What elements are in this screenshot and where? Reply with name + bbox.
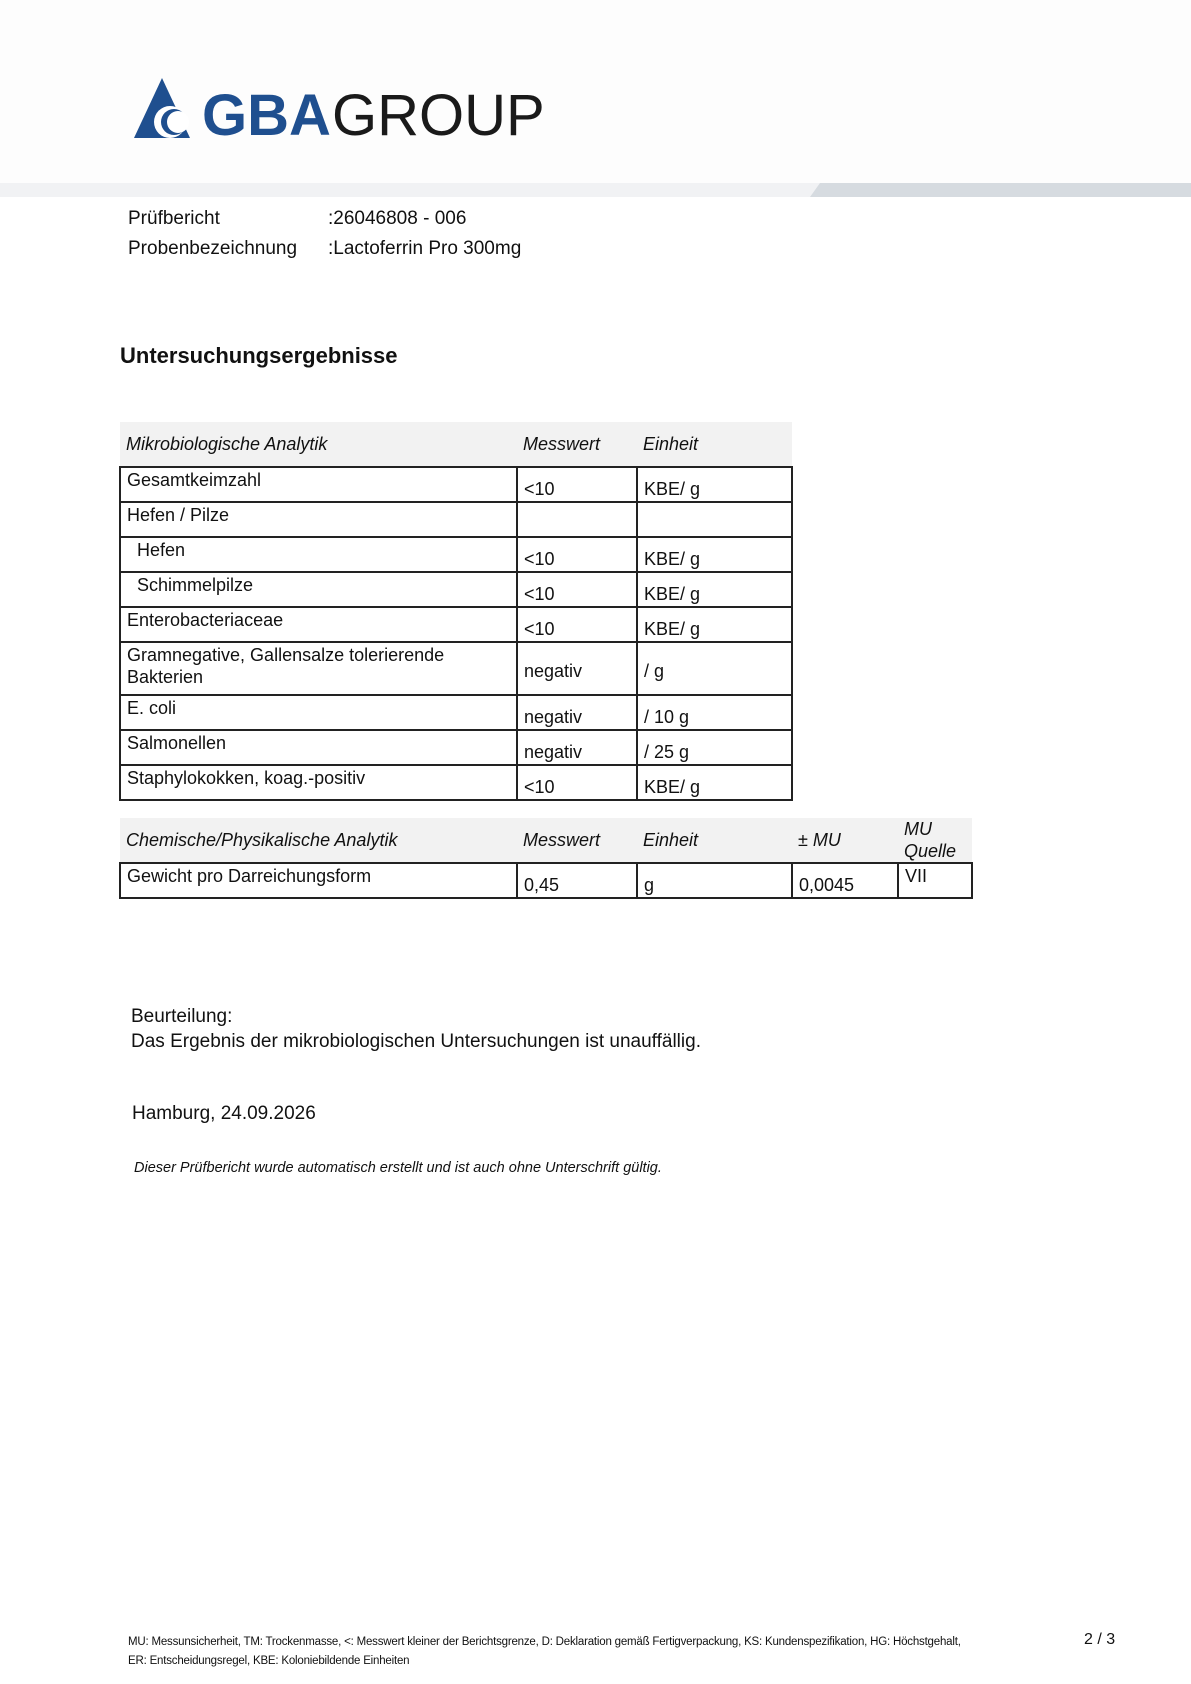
column-header: Messwert: [517, 422, 637, 467]
table-header-row: [120, 422, 792, 467]
measurement-uncertainty: 0,0045: [792, 863, 898, 898]
unit: / 25 g: [637, 730, 792, 765]
unit: [637, 502, 792, 537]
unit: KBE/ g: [637, 607, 792, 642]
measured-value: negativ: [517, 642, 637, 695]
parameter-name: Gewicht pro Darreichungsform: [120, 863, 517, 898]
parameter-name: Gesamtkeimzahl: [120, 467, 517, 502]
table-row: [120, 695, 792, 730]
column-header: Messwert: [517, 818, 637, 863]
measured-value: <10: [517, 467, 637, 502]
report-number-value: :26046808 - 006: [328, 208, 467, 229]
assessment: [131, 1004, 701, 1054]
microbiology-table: [119, 422, 793, 801]
unit: KBE/ g: [637, 572, 792, 607]
logo-mark-icon: [134, 78, 190, 138]
footnote-line: ER: Entscheidungsregel, KBE: Koloniebildende Einheiten: [128, 1655, 410, 1667]
unit: KBE/ g: [637, 765, 792, 800]
chemistry-table: [119, 818, 973, 899]
assessment-label: Beurteilung:: [131, 1006, 233, 1027]
signature-note: Dieser Prüfbericht wurde automatisch erstellt und ist auch ohne Unterschrift gültig.: [134, 1160, 662, 1176]
assessment-text: Das Ergebnis der mikrobiologischen Untersuchungen ist unauffällig.: [131, 1031, 701, 1052]
table-row: [120, 607, 792, 642]
table-row: [120, 537, 792, 572]
column-header: Mikrobiologische Analytik: [120, 422, 517, 467]
parameter-name: Gramnegative, Gallensalze tolerierende Bakterien: [120, 642, 517, 695]
measured-value: <10: [517, 607, 637, 642]
column-header: Einheit: [637, 818, 792, 863]
table-row: [120, 765, 792, 800]
page-number: 2 / 3: [1084, 1631, 1116, 1648]
report-number-label: Prüfbericht: [128, 208, 220, 229]
column-header: Chemische/Physikalische Analytik: [120, 818, 517, 863]
parameter-name: Enterobacteriaceae: [120, 607, 517, 642]
sample-name-label: Probenbezeichnung: [128, 238, 298, 259]
company-logo: [130, 72, 570, 146]
parameter-name: Hefen: [120, 537, 517, 572]
unit: g: [637, 863, 792, 898]
table-row: [120, 863, 972, 898]
column-header: MU Quelle: [898, 818, 972, 863]
header-rule-accent: [810, 183, 1191, 197]
measured-value: [517, 502, 637, 537]
table-row: [120, 572, 792, 607]
parameter-name: E. coli: [120, 695, 517, 730]
table-row: [120, 467, 792, 502]
parameter-name: Salmonellen: [120, 730, 517, 765]
measured-value: negativ: [517, 730, 637, 765]
parameter-name: Schimmelpilze: [120, 572, 517, 607]
column-header: Einheit: [637, 422, 792, 467]
logo-text-gba: GBA: [202, 83, 331, 146]
column-header: ± MU: [792, 818, 898, 863]
table-row: [120, 502, 792, 537]
sample-name-value: :Lactoferrin Pro 300mg: [328, 238, 522, 259]
table-row: [120, 730, 792, 765]
unit: KBE/ g: [637, 467, 792, 502]
parameter-name: Staphylokokken, koag.-positiv: [120, 765, 517, 800]
unit: / 10 g: [637, 695, 792, 730]
measured-value: <10: [517, 765, 637, 800]
unit: KBE/ g: [637, 537, 792, 572]
measured-value: negativ: [517, 695, 637, 730]
section-title: Untersuchungsergebnisse: [120, 343, 398, 368]
unit: / g: [637, 642, 792, 695]
table-header-row: [120, 818, 972, 863]
logo-text-group: GROUP: [332, 83, 545, 146]
footnote: [128, 1633, 1008, 1671]
measured-value: <10: [517, 572, 637, 607]
uncertainty-source: VII: [898, 863, 972, 898]
place-date: Hamburg, 24.09.2026: [132, 1103, 316, 1124]
measured-value: <10: [517, 537, 637, 572]
table-row: [120, 642, 792, 695]
parameter-name: Hefen / Pilze: [120, 502, 517, 537]
measured-value: 0,45: [517, 863, 637, 898]
footnote-line: MU: Messunsicherheit, TM: Trockenmasse, <: Messwert kleiner der Berichtsgrenze, D: Deklaration gemäß Fertigverpackung, KS: Kundenspezifikation, HG: Höchstgehalt,: [128, 1636, 961, 1648]
